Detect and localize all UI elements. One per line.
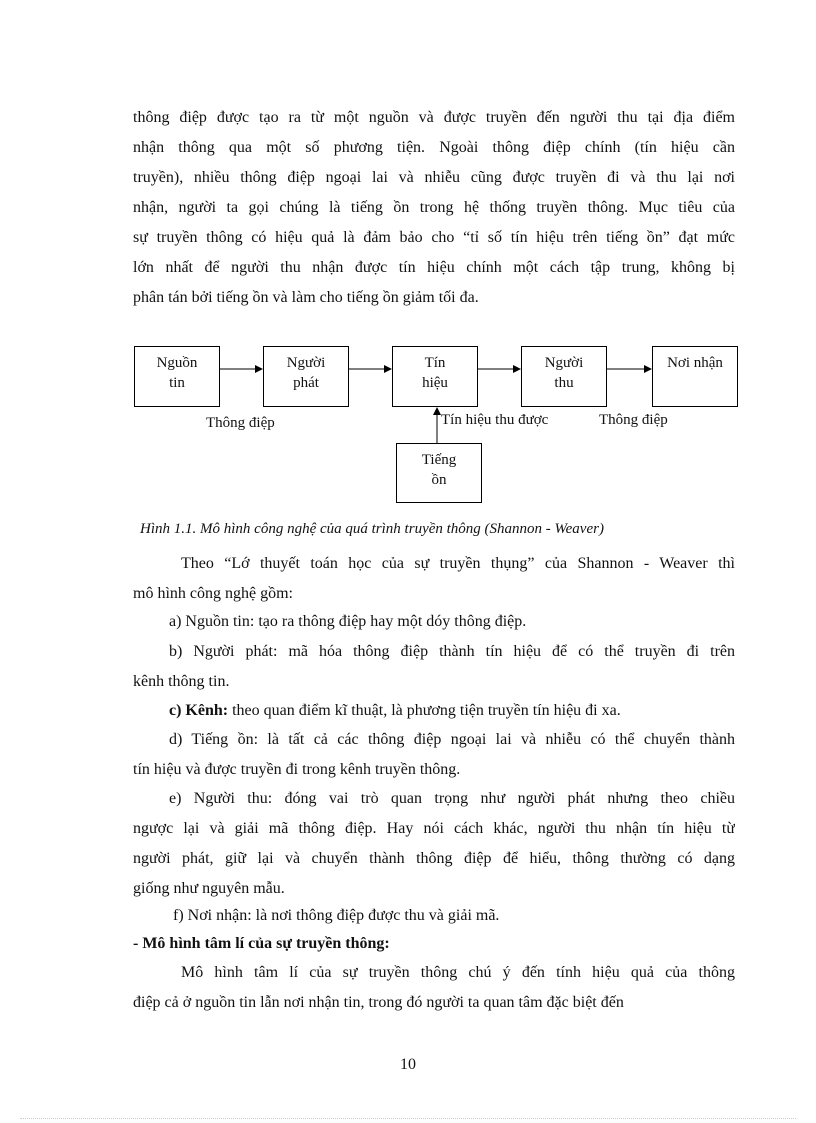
item-c-text: theo quan điểm kĩ thuật, là phương tiện truyền tín hiệu đi xa. (228, 702, 621, 719)
item-d (133, 725, 735, 785)
item-c-label: c) Kênh: (169, 702, 229, 719)
box-signal-line: Tín (424, 355, 446, 371)
label-message-left: Thông điệp (206, 415, 275, 431)
label-message-right: Thông điệp (599, 412, 668, 428)
intro-line: nhận, người ta gọi chúng là tiếng ồn trong hệ thống truyền thông. Mục tiêu của (133, 199, 735, 216)
theory-paragraph (133, 549, 735, 609)
label-received-signal: Tín hiệu thu được (441, 412, 549, 428)
section-heading-text: - Mô hình tâm lí của sự truyền thông: (133, 935, 390, 952)
item-c (133, 696, 735, 726)
box-noise-line: ồn (431, 472, 447, 488)
box-signal-line: hiệu (422, 375, 448, 391)
page-divider (20, 1118, 796, 1119)
item-b-line: b) Người phát: mã hóa thông điệp thành tín hiệu để có thể truyền đi trên (169, 643, 735, 660)
theory-line: mô hình công nghệ gồm: (133, 585, 293, 602)
figure-caption: Hình 1.1. Mô hình công nghệ của quá trình truyền thông (Shannon - Weaver) (140, 521, 604, 537)
section-heading (133, 929, 735, 959)
box-noise-line: Tiếng (421, 452, 457, 468)
item-b (133, 637, 735, 697)
intro-line: phân tán bởi tiếng ồn và làm cho tiếng ồn giảm tối đa. (133, 289, 479, 306)
box-source-line: tin (169, 375, 185, 391)
item-c-line (133, 696, 735, 726)
box-receiver-line: Người (544, 355, 584, 371)
item-e-line: giống như nguyên mẫu. (133, 880, 285, 897)
box-transmitter-line: Người (286, 355, 326, 371)
item-d-line: tín hiệu và được truyền đi trong kênh truyền thông. (133, 761, 461, 778)
box-source-line: Nguồn (156, 355, 198, 371)
item-a-line: a) Nguồn tin: tạo ra thông điệp hay một dóy thông điệp. (169, 613, 527, 630)
item-e (133, 784, 735, 904)
item-b-line: kênh thông tin. (133, 673, 230, 690)
intro-line: truyền), nhiều thông điệp ngoại lai và nhiễu cũng được truyền đi và thu lại nơi (133, 169, 735, 186)
box-destination-line: Nơi nhận (667, 355, 723, 371)
item-f-line: f) Nơi nhận: là nơi thông điệp được thu và giải mã. (173, 907, 500, 924)
item-f (133, 901, 735, 931)
theory-line: Theo “Lớ thuyết toán học của sự truyền thụng” của Shannon - Weaver thì (181, 555, 735, 572)
item-d-line: d) Tiếng ồn: là tất cả các thông điệp ngoại lai và nhiễu có thể chuyển thành (169, 731, 735, 748)
box-transmitter-line: phát (293, 375, 319, 391)
intro-line: sự truyền thông có hiệu quả là đảm bảo cho “tỉ số tín hiệu trên tiếng ồn” đạt mức (133, 229, 735, 246)
item-e-line: người phát, giữ lại và chuyển thành thông điệp để hiểu, thông thường có dạng (133, 850, 735, 867)
final-line: điệp cả ở nguồn tin lẫn nơi nhận tin, trong đó người ta quan tâm đặc biệt đến (133, 994, 624, 1011)
intro-line: lớn nhất để người thu nhận được tín hiệu chính một cách tập trung, không bị (133, 259, 735, 276)
final-line: Mô hình tâm lí của sự truyền thông chú ý đến tính hiệu quả của thông (181, 964, 735, 981)
item-e-line: ngược lại và giải mã thông điệp. Hay nói cách khác, người thu nhận tín hiệu từ (133, 820, 735, 837)
intro-line: thông điệp được tạo ra từ một nguồn và được truyền đến người thu tại địa điểm (133, 109, 735, 126)
item-e-line: e) Người thu: đóng vai trò quan trọng như người phát nhưng theo chiều (169, 790, 735, 807)
intro-line: nhận thông qua một số phương tiện. Ngoài thông điệp chính (tín hiệu cần (133, 139, 735, 156)
page-number: 10 (400, 1056, 416, 1073)
box-receiver-line: thu (554, 375, 574, 391)
item-a (133, 607, 735, 637)
final-paragraph (133, 958, 735, 1018)
